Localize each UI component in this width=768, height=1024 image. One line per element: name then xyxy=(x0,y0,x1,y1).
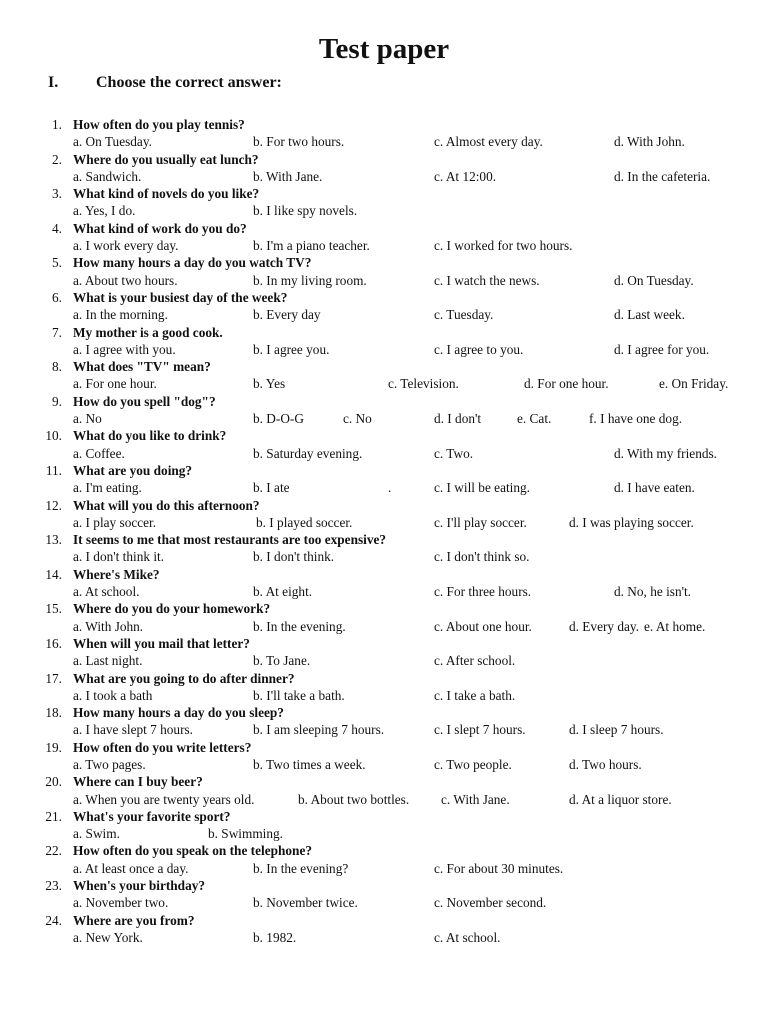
section-instruction: Choose the correct answer: xyxy=(96,74,282,91)
answer-option: c. Two people. xyxy=(434,756,512,772)
answer-option: b. In the evening. xyxy=(253,618,346,634)
answer-option: c. I'll play soccer. xyxy=(434,514,527,530)
question-number: 23. xyxy=(45,878,62,894)
question-number: 16. xyxy=(45,635,62,651)
question-number: 8. xyxy=(52,359,62,375)
answer-option: c. After school. xyxy=(434,653,516,669)
question-list xyxy=(0,116,768,946)
answer-option: a. I work every day. xyxy=(73,238,179,254)
question-number: 3. xyxy=(52,186,62,202)
answer-option: c. Almost every day. xyxy=(434,134,543,150)
answer-option: b. In my living room. xyxy=(253,272,367,288)
answer-option: a. Yes, I do. xyxy=(73,203,136,219)
answer-option: b. I like spy novels. xyxy=(253,203,358,219)
question-text: How many hours a day do you watch TV? xyxy=(73,255,312,271)
answer-option: d. I sleep 7 hours. xyxy=(569,722,664,738)
answer-option: d. In the cafeteria. xyxy=(614,168,711,184)
page-title: Test paper xyxy=(318,33,450,65)
question-text: What kind of work do you do? xyxy=(73,220,247,236)
section-heading xyxy=(48,74,282,92)
question-number: 21. xyxy=(45,808,62,824)
answer-option: b. I'll take a bath. xyxy=(253,687,345,703)
question-text: Where do you do your homework? xyxy=(73,601,271,617)
question-number: 17. xyxy=(45,670,62,686)
question-text: How do you spell "dog"? xyxy=(73,393,216,409)
answer-option: c. About one hour. xyxy=(434,618,532,634)
answer-option: d. Two hours. xyxy=(569,756,642,772)
answer-option: a. Two pages. xyxy=(73,756,146,772)
question-number: 20. xyxy=(45,774,62,790)
answer-option: b. Every day xyxy=(253,307,321,323)
answer-option: a. At school. xyxy=(73,584,140,600)
answer-option: d. For one hour. xyxy=(524,376,609,392)
question-text: What is your busiest day of the week? xyxy=(73,289,288,305)
answer-option: a. About two hours. xyxy=(73,272,178,288)
answer-option: a. Last night. xyxy=(73,653,143,669)
answer-option: d. I agree for you. xyxy=(614,341,710,357)
question-item xyxy=(0,116,768,151)
answer-option: b. I ate xyxy=(253,480,290,496)
answer-option: c. I agree to you. xyxy=(434,341,524,357)
question-text: How often do you write letters? xyxy=(73,739,252,755)
answer-option: c. Tuesday. xyxy=(434,307,494,323)
answer-option: c. Two. xyxy=(434,445,474,461)
answer-option: e. Cat. xyxy=(517,411,552,427)
answer-option: c. For three hours. xyxy=(434,584,532,600)
question-item xyxy=(0,531,768,566)
question-text: What does "TV" mean? xyxy=(73,359,211,375)
question-text: How often do you play tennis? xyxy=(73,117,245,132)
question-text: What will you do this afternoon? xyxy=(73,497,260,513)
answer-option: a. I took a bath xyxy=(73,687,153,703)
question-item xyxy=(0,670,768,705)
answer-option: d. No, he isn't. xyxy=(614,584,692,600)
answer-option: a. New York. xyxy=(73,929,143,945)
section-number: I. xyxy=(48,74,59,91)
answer-option: d. I was playing soccer. xyxy=(569,514,694,530)
answer-option: d. On Tuesday. xyxy=(614,272,694,288)
question-item xyxy=(0,704,768,739)
question-text: Where's Mike? xyxy=(73,566,160,582)
question-text: How often do you speak on the telephone? xyxy=(73,843,312,859)
answer-option: b. I played soccer. xyxy=(256,514,353,530)
question-item xyxy=(0,220,768,255)
answer-option: . xyxy=(388,480,392,496)
answer-option: d. With John. xyxy=(614,134,685,150)
answer-option: b. About two bottles. xyxy=(298,791,410,807)
question-item xyxy=(0,808,768,843)
question-number: 18. xyxy=(45,705,62,721)
answer-option: c. Television. xyxy=(388,376,459,392)
question-item xyxy=(0,254,768,289)
question-item xyxy=(0,912,768,947)
answer-option: a. For one hour. xyxy=(73,376,157,392)
answer-option: e. On Friday. xyxy=(659,376,729,392)
answer-option: a. On Tuesday. xyxy=(73,134,152,150)
answer-option: a. I play soccer. xyxy=(73,514,157,530)
answer-option: b. I don't think. xyxy=(253,549,335,565)
question-item xyxy=(0,462,768,497)
question-number: 9. xyxy=(52,393,62,409)
answer-option: b. November twice. xyxy=(253,895,358,911)
answer-option: c. At school. xyxy=(434,929,501,945)
question-text: What are you going to do after dinner? xyxy=(73,670,295,686)
answer-option: c. I worked for two hours. xyxy=(434,238,573,254)
answer-option: a. No xyxy=(73,411,102,427)
answer-option: c. No xyxy=(343,411,372,427)
question-item xyxy=(0,151,768,186)
question-number: 22. xyxy=(45,843,62,859)
question-number: 12. xyxy=(45,497,62,513)
question-text: What's your favorite sport? xyxy=(73,808,231,824)
answer-option: b. 1982. xyxy=(253,929,297,945)
answer-option: c. I watch the news. xyxy=(434,272,540,288)
question-number: 1. xyxy=(52,117,62,132)
answer-option: a. I agree with you. xyxy=(73,341,176,357)
answer-option: d. I don't xyxy=(434,411,482,427)
answer-option: a. Coffee. xyxy=(73,445,125,461)
answer-option: a. In the morning. xyxy=(73,307,168,323)
answer-option: a. Swim. xyxy=(73,826,120,842)
answer-option: b. Yes xyxy=(253,376,286,392)
answer-option: b. Saturday evening. xyxy=(253,445,363,461)
answer-option: c. With Jane. xyxy=(441,791,510,807)
answer-option: c. For about 30 minutes. xyxy=(434,860,564,876)
question-item xyxy=(0,324,768,359)
question-text: When's your birthday? xyxy=(73,878,206,894)
answer-option: d. At a liquor store. xyxy=(569,791,672,807)
answer-option: c. November second. xyxy=(434,895,547,911)
question-text: It seems to me that most restaurants are too expensive? xyxy=(73,532,387,548)
question-item xyxy=(0,773,768,808)
answer-option: c. I will be eating. xyxy=(434,480,530,496)
answer-option: b. At eight. xyxy=(253,584,313,600)
question-item xyxy=(0,635,768,670)
answer-option: c. I take a bath. xyxy=(434,687,516,703)
answer-option: b. I am sleeping 7 hours. xyxy=(253,722,385,738)
question-number: 6. xyxy=(52,289,62,305)
answer-option: f. I have one dog. xyxy=(589,411,683,427)
question-item xyxy=(0,739,768,774)
answer-option: b. I agree you. xyxy=(253,341,330,357)
answer-option: a. I have slept 7 hours. xyxy=(73,722,194,738)
question-text: Where can I buy beer? xyxy=(73,774,203,790)
answer-option: b. D-O-G xyxy=(253,411,304,427)
answer-option: a. At least once a day. xyxy=(73,860,189,876)
question-text: Where do you usually eat lunch? xyxy=(73,151,259,167)
question-number: 11. xyxy=(45,462,62,478)
question-item xyxy=(0,185,768,220)
answer-option: c. At 12:00. xyxy=(434,168,497,184)
answer-option: d. Last week. xyxy=(614,307,685,323)
question-number: 14. xyxy=(45,566,62,582)
answer-option: b. With Jane. xyxy=(253,168,323,184)
answer-option: d. I have eaten. xyxy=(614,480,695,496)
answer-option: d. With my friends. xyxy=(614,445,717,461)
question-number: 15. xyxy=(45,601,62,617)
answer-option: d. Every day. xyxy=(569,618,640,634)
answer-option: b. Two times a week. xyxy=(253,756,366,772)
answer-option: b. I'm a piano teacher. xyxy=(253,238,370,254)
question-item xyxy=(0,289,768,324)
answer-option: c. I slept 7 hours. xyxy=(434,722,526,738)
answer-option: b. To Jane. xyxy=(253,653,311,669)
question-number: 7. xyxy=(52,324,62,340)
question-number: 4. xyxy=(52,220,62,236)
question-item xyxy=(0,842,768,877)
question-text: How many hours a day do you sleep? xyxy=(73,705,284,721)
question-text: What are you doing? xyxy=(73,462,193,478)
question-item xyxy=(0,497,768,532)
answer-option: b. Swimming. xyxy=(208,826,283,842)
question-text: What do you like to drink? xyxy=(73,428,227,444)
question-number: 13. xyxy=(45,532,62,548)
answer-option: a. November two. xyxy=(73,895,169,911)
question-number: 5. xyxy=(52,255,62,271)
question-text: My mother is a good cook. xyxy=(73,324,223,340)
answer-option: c. I don't think so. xyxy=(434,549,530,565)
answer-option: a. I'm eating. xyxy=(73,480,142,496)
question-number: 10. xyxy=(45,428,62,444)
question-item xyxy=(0,427,768,462)
question-number: 19. xyxy=(45,739,62,755)
answer-option: a. With John. xyxy=(73,618,144,634)
question-text: When will you mail that letter? xyxy=(73,635,250,651)
answer-option: b. For two hours. xyxy=(253,134,345,150)
question-number: 24. xyxy=(45,912,62,928)
question-item xyxy=(0,358,768,393)
question-item xyxy=(0,566,768,601)
answer-option: b. In the evening? xyxy=(253,860,349,876)
answer-option: a. I don't think it. xyxy=(73,549,165,565)
question-number: 2. xyxy=(52,151,62,167)
answer-option: a. Sandwich. xyxy=(73,168,142,184)
question-item xyxy=(0,393,768,428)
question-text: What kind of novels do you like? xyxy=(73,186,260,202)
question-item xyxy=(0,600,768,635)
question-item xyxy=(0,877,768,912)
answer-option: e. At home. xyxy=(644,618,706,634)
question-text: Where are you from? xyxy=(73,912,195,928)
answer-option: a. When you are twenty years old. xyxy=(73,791,255,807)
